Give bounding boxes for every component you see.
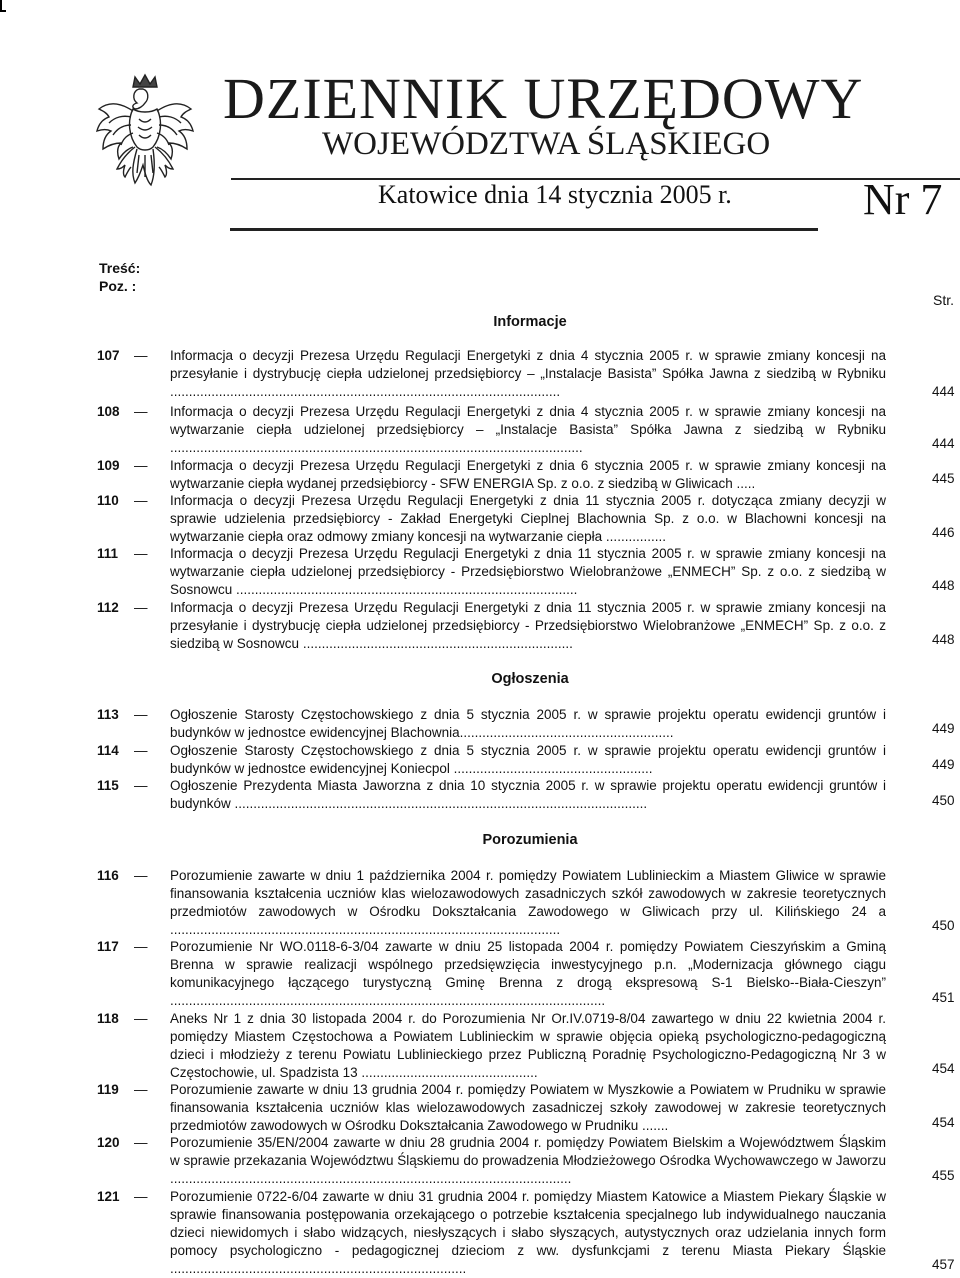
entry-text: Informacja o decyzji Prezesa Urzędu Regulacji Energetyki z dnia 4 stycznia 2005 r. w sprawie zmiany koncesji na przesyłanie i dystrybucję ciepła udzielonej przedsiębiorcy – „Instalacje Basista” Spółka Jawna z siedzibą w Rybniku ........................................................................................................ bbox=[170, 348, 886, 399]
entry-dash: — bbox=[134, 707, 148, 722]
entry-page: 450 bbox=[932, 918, 955, 933]
entry-text: Ogłoszenie Starosty Częstochowskiego z dnia 5 stycznia 2005 r. w sprawie projektu operatu ewidencji gruntów i budynków w jednostce ewidencyjnej Blachownia......................................................... bbox=[170, 707, 886, 740]
entry-dash: — bbox=[134, 348, 148, 363]
entry-page: 454 bbox=[932, 1061, 955, 1076]
journal-subtitle: WOJEWÓDZTWA ŚLĄSKIEGO bbox=[322, 126, 771, 162]
entry-dash: — bbox=[134, 600, 148, 615]
entry-number: 115 bbox=[97, 778, 119, 793]
entry-number: 120 bbox=[97, 1135, 120, 1150]
entry-page: 446 bbox=[932, 525, 955, 540]
entry-page: 457 bbox=[932, 1257, 955, 1272]
entry-text: Porozumienie 0722-6/04 zawarte w dniu 31 grudnia 2004 r. pomiędzy Miastem Katowice a Miastem Piekary Śląskie w sprawie finansowania postępowania orzekającego o potrzebie kształcenia specjalnego lub indywidualnego nauczania dzieci niewidomych i słabo widzących, niesłyszących i słabo słyszących, autystycznych oraz udzielania innych form pomocy psychologiczno - pedagogicznej dzieciom z ww. dysfunkcjami z terenu Miasta Piekary Śląskie ............................................................................... bbox=[170, 1189, 886, 1276]
entry-dash: — bbox=[134, 868, 148, 883]
entry-number: 117 bbox=[97, 939, 119, 954]
entry-dash: — bbox=[134, 1135, 148, 1150]
entry-page: 449 bbox=[932, 721, 955, 736]
issue-number: Nr 7 bbox=[863, 175, 943, 224]
entry-text: Porozumienie zawarte w dniu 13 grudnia 2004 r. pomiędzy Powiatem w Myszkowie a Powiatem w Prudniku w sprawie finansowania kształcenia uczniów klas wielozawodowych zasadniczej szkoły zawodowej w zakresie teoretycznych przedmiotów zawodowych w Ośrodku Dokształcania Zawodowego w Prudniku ....... bbox=[170, 1082, 886, 1133]
entry-text: Informacja o decyzji Prezesa Urzędu Regulacji Energetyki z dnia 11 stycznia 2005 r. dotycząca zmiany decyzji w sprawie udzielenia przedsiębiorcy - Zakład Energetyki Cieplnej Blachownia Sp. z o.o. w Blachowni koncesji na wytwarzanie ciepła oraz odmowy zmiany koncesji na wytwarzanie ciepła ................ bbox=[170, 493, 886, 544]
entry-dash: — bbox=[134, 743, 148, 758]
entry-number: 114 bbox=[97, 743, 119, 758]
entry-text: Porozumienie Nr WO.0118-6-3/04 zawarte w dniu 25 listopada 2004 r. pomiędzy Powiatem Cieszyńskim a Gminą Brenna w sprawie realizacji wspólnego przedsięwzięcia inwestycyjnego p.n. „Modernizacja głównego ciągu komunikacyjnego łączącego turystyczną Gminę Brenna z drogą ekspresową S-1 Bielsko--Biała-Cieszyn” .................................................................................................................... bbox=[170, 939, 886, 1008]
entry-text: Aneks Nr 1 z dnia 30 listopada 2004 r. do Porozumienia Nr Or.IV.0719-8/04 zawartego w dniu 22 kwietnia 2004 r. pomiędzy Miastem Częstochowa a Powiatem Lublinieckim w sprawie objęcia opieką psychologiczno-pedagogiczną dzieci i młodzieży z terenu Powiatu Lublinieckiego przez Publiczną Poradnię Psychologiczno-Pedagogiczną Nr 3 w Częstochowie, ul. Spadzista 13 ............................................... bbox=[170, 1011, 886, 1080]
entry-page: 455 bbox=[932, 1168, 955, 1183]
entry-dash: — bbox=[134, 493, 148, 508]
issue-date: Katowice dnia 14 stycznia 2005 r. bbox=[378, 180, 732, 209]
entry-number: 113 bbox=[97, 707, 119, 722]
entry-page: 454 bbox=[932, 1115, 955, 1130]
entry-page: 444 bbox=[932, 436, 955, 451]
entry-dash: — bbox=[134, 404, 148, 419]
entry-text: Porozumienie 35/EN/2004 zawarte w dniu 28 grudnia 2004 r. pomiędzy Powiatem Bielskim a Województwem Śląskim w sprawie przekazania Województwu Śląskiemu do prowadzenia Młodzieżowego Ośrodka Wychowawczego w Jaworzu ........................................................................................................... bbox=[170, 1135, 886, 1186]
corner-crop-mark bbox=[0, 0, 6, 12]
entry-number: 107 bbox=[97, 348, 120, 363]
entry-text: Porozumienie zawarte w dniu 1 października 2004 r. pomiędzy Powiatem Lublinieckim a Miastem Gliwice w sprawie finansowania kształcenia uczniów klas wielozawodowych zasadniczych szkół zawodowych w zakresie teoretycznych przedmiotów zawodowych w Ośrodku Dokształcania Zawodowego w Gliwicach przy ul. Kilińskiego 24 a ........................................................................................................ bbox=[170, 868, 886, 937]
position-label: Poz. : bbox=[99, 278, 137, 294]
entry-text: Informacja o decyzji Prezesa Urzędu Regulacji Energetyki z dnia 6 stycznia 2005 r. w sprawie zmiany koncesji na wytwarzanie ciepła wydanej przedsiębiorcy - SFW ENERGIA Sp. z o.o. z siedzibą w Gliwicach ..... bbox=[170, 458, 886, 491]
section-heading-informacje: Informacje bbox=[493, 314, 567, 330]
entry-page: 449 bbox=[932, 757, 955, 772]
white-eagle-emblem-icon bbox=[93, 73, 197, 203]
entry-dash: — bbox=[134, 939, 148, 954]
entry-text: Informacja o decyzji Prezesa Urzędu Regulacji Energetyki z dnia 11 stycznia 2005 r. w sprawie zmiany koncesji na wytwarzanie ciepła udzielonej przedsiębiorcy - Przedsiębiorstwo Wielobranżowe „ENMECH” Sp. z o.o. z siedzibą w Sosnowcu ........................................................................................... bbox=[170, 546, 886, 597]
entry-number: 108 bbox=[97, 404, 120, 419]
entry-text: Informacja o decyzji Prezesa Urzędu Regulacji Energetyki z dnia 4 stycznia 2005 r. w sprawie zmiany koncesji na wytwarzanie ciepła udzielonej przedsiębiorcy – „Instalacje Basista” Spółka Jawna z siedzibą w Rybniku .............................................................................................................. bbox=[170, 404, 886, 455]
page-column-label: Str. bbox=[933, 292, 955, 308]
entry-text: Ogłoszenie Starosty Częstochowskiego z dnia 5 stycznia 2005 r. w sprawie projektu operatu ewidencji gruntów i budynków w jednostce ewidencyjnej Koniecpol ..................................................... bbox=[170, 743, 886, 776]
entry-dash: — bbox=[134, 1011, 148, 1026]
entry-page: 450 bbox=[932, 793, 955, 808]
entry-number: 121 bbox=[97, 1189, 120, 1204]
entry-number: 109 bbox=[97, 458, 120, 473]
entry-page: 448 bbox=[932, 632, 955, 647]
section-heading-porozumienia: Porozumienia bbox=[482, 832, 578, 848]
entry-number: 112 bbox=[97, 600, 119, 615]
entry-page: 444 bbox=[932, 384, 955, 399]
entry-number: 110 bbox=[97, 493, 119, 508]
entry-page: 448 bbox=[932, 578, 955, 593]
entry-dash: — bbox=[134, 1082, 148, 1097]
header-rule-bottom bbox=[230, 228, 818, 231]
section-heading-ogloszenia: Ogłoszenia bbox=[491, 671, 569, 687]
entry-number: 118 bbox=[97, 1011, 119, 1026]
entry-page: 445 bbox=[932, 471, 955, 486]
entry-number: 111 bbox=[97, 546, 119, 561]
entry-dash: — bbox=[134, 778, 148, 793]
entry-number: 119 bbox=[97, 1082, 119, 1097]
journal-title: DZIENNIK URZĘDOWY bbox=[223, 66, 864, 131]
entry-dash: — bbox=[134, 458, 148, 473]
entry-dash: — bbox=[134, 546, 148, 561]
entry-number: 116 bbox=[97, 868, 119, 883]
entry-text: Ogłoszenie Prezydenta Miasta Jaworzna z dnia 10 stycznia 2005 r. w sprawie projektu operatu ewidencji gruntów i budynków .............................................................................................................. bbox=[170, 778, 886, 811]
contents-label: Treść: bbox=[99, 260, 141, 276]
entry-text: Informacja o decyzji Prezesa Urzędu Regulacji Energetyki z dnia 11 stycznia 2005 r. w sprawie zmiany koncesji na przesyłanie i dystrybucję ciepła udzielonej przedsiębiorcy - Przedsiębiorstwo Wielobranżowe „ENMECH” Sp. z o.o. z siedzibą w Sosnowcu ........................................................................ bbox=[170, 600, 886, 651]
entry-page: 451 bbox=[932, 990, 955, 1005]
entry-dash: — bbox=[134, 1189, 148, 1204]
